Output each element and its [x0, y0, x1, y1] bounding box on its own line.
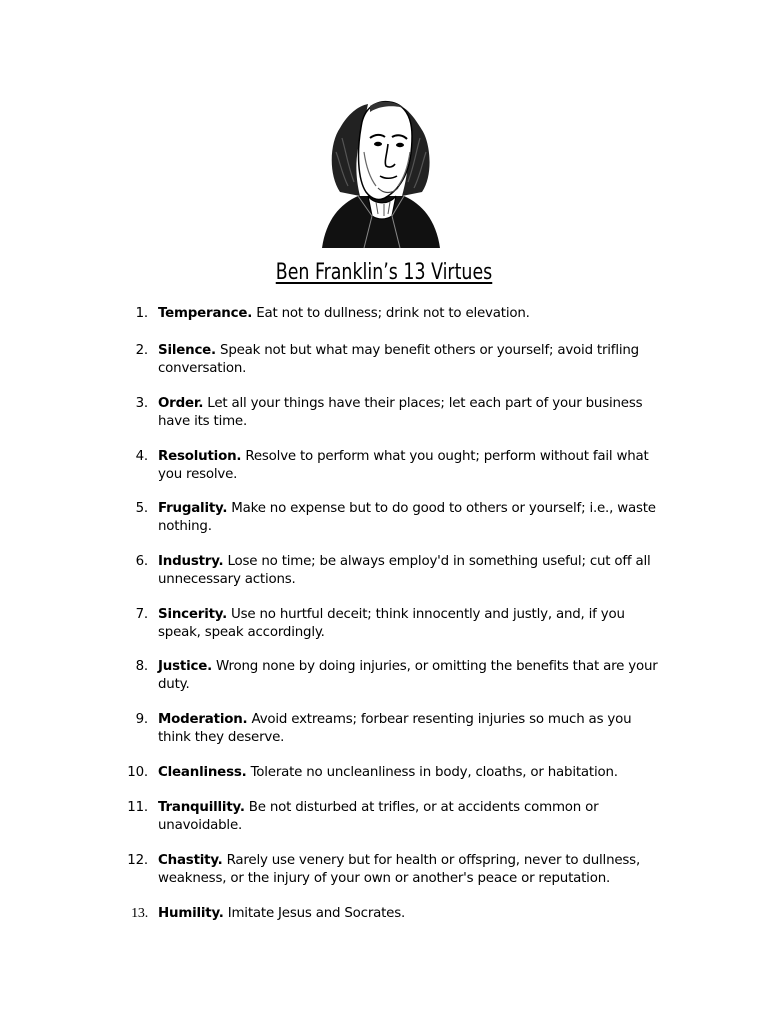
- virtue-item-frugality: [112, 500, 658, 535]
- virtue-description: Resolve to perform what you ought; perform without fail what you resolve.: [158, 449, 649, 482]
- virtue-name: Temperance.: [158, 306, 253, 321]
- list-number: 7.: [135, 607, 148, 622]
- virtue-name: Cleanliness.: [158, 765, 247, 780]
- list-number: 11.: [127, 800, 148, 815]
- virtue-item-industry: [112, 553, 658, 588]
- virtue-description: Avoid extreams; forbear resenting injuries so much as you think they deserve.: [158, 712, 632, 745]
- list-number: 3.: [135, 396, 148, 411]
- virtue-description: Make no expense but to do good to others or yourself; i.e., waste nothing.: [158, 501, 656, 534]
- list-number: 4.: [135, 449, 148, 464]
- virtue-description: Lose no time; be always employ'd in something useful; cut off all unnecessary actions.: [158, 554, 651, 587]
- virtue-description: Rarely use venery but for health or offspring, never to dullness, weakness, or the injury of your own or another's peace or reputation.: [158, 853, 641, 886]
- virtue-description: Speak not but what may benefit others or yourself; avoid trifling conversation.: [158, 343, 639, 376]
- page-title: Ben Franklin’s 13 Virtues: [275, 260, 493, 285]
- virtue-name: Resolution.: [158, 449, 242, 464]
- virtue-description: Wrong none by doing injuries, or omitting the benefits that are your duty.: [158, 659, 658, 692]
- virtue-name: Sincerity.: [158, 607, 227, 622]
- virtue-item-resolution: [112, 448, 658, 483]
- virtue-item-tranquillity: [112, 799, 658, 834]
- virtue-description: Imitate Jesus and Socrates.: [227, 906, 406, 921]
- list-number: 2.: [135, 343, 148, 358]
- virtue-item-order: [112, 395, 658, 430]
- virtue-item-chastity: [112, 852, 658, 887]
- list-number: 6.: [135, 554, 148, 569]
- list-number: 9.: [135, 712, 148, 727]
- virtue-name: Moderation.: [158, 712, 248, 727]
- virtue-name: Order.: [158, 396, 204, 411]
- virtue-name: Justice.: [158, 659, 212, 674]
- virtue-name: Industry.: [158, 554, 224, 569]
- virtue-item-humility: [112, 905, 658, 923]
- virtue-name: Humility.: [158, 906, 224, 921]
- list-number: 12.: [127, 853, 148, 868]
- virtue-item-silence: [112, 342, 658, 377]
- virtue-item-sincerity: [112, 606, 658, 641]
- virtue-item-moderation: [112, 711, 658, 746]
- list-number: 10.: [127, 765, 148, 780]
- virtue-name: Tranquillity.: [158, 800, 245, 815]
- virtue-item-cleanliness: [112, 764, 658, 782]
- virtue-name: Chastity.: [158, 853, 223, 868]
- virtue-name: Frugality.: [158, 501, 228, 516]
- virtue-description: Be not disturbed at trifles, or at accidents common or unavoidable.: [158, 800, 599, 833]
- virtue-item-justice: [112, 658, 658, 693]
- virtue-description: Eat not to dullness; drink not to elevation.: [256, 306, 530, 321]
- list-number: 1.: [135, 306, 148, 321]
- list-number: 13.: [131, 906, 148, 921]
- list-number: 5.: [135, 501, 148, 516]
- virtue-description: Let all your things have their places; let each part of your business have its time.: [158, 396, 643, 429]
- virtue-description: Use no hurtful deceit; think innocently and justly, and, if you speak, speak accordingly.: [158, 607, 625, 640]
- portrait-engraving-icon: [318, 92, 444, 248]
- list-number: 8.: [135, 659, 148, 674]
- virtue-name: Silence.: [158, 343, 216, 358]
- virtue-description: Tolerate no uncleanliness in body, cloaths, or habitation.: [250, 765, 618, 780]
- virtue-item-temperance: [112, 305, 658, 323]
